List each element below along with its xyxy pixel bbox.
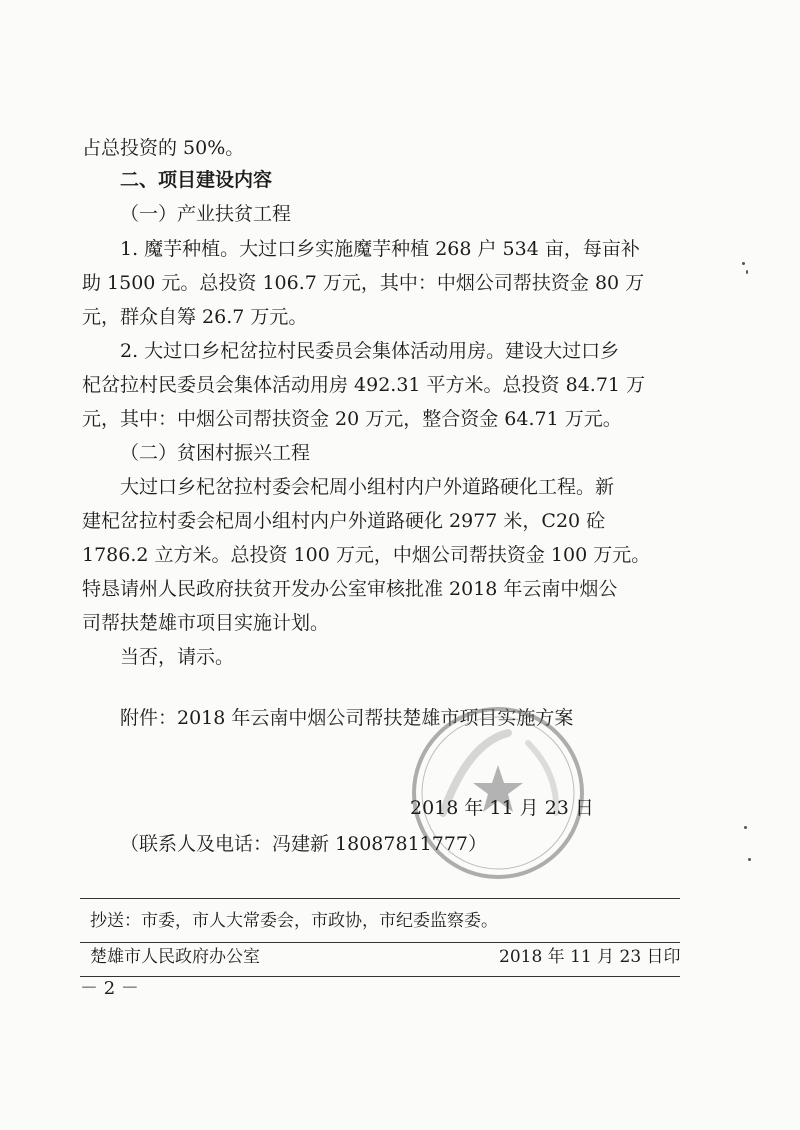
page-number: － 2 －	[80, 978, 139, 999]
official-seal	[408, 703, 588, 883]
section-heading: 二、项目建设内容	[120, 169, 273, 191]
paragraph-line: 元，其中：中烟公司帮扶资金 20 万元，整合资金 64.71 万元。	[82, 408, 622, 430]
paragraph-line: 2. 大过口乡杞岔拉村民委员会集体活动用房。建设大过口乡	[120, 340, 620, 362]
footer-divider	[80, 942, 680, 943]
paragraph-line: 建杞岔拉村委会杞周小组村内户外道路硬化 2977 米，C20 砼	[82, 510, 606, 532]
subsection-heading: （一）产业扶贫工程	[120, 203, 292, 225]
paragraph-line: 大过口乡杞岔拉村委会杞周小组村内户外道路硬化工程。新	[120, 476, 615, 498]
document-date: 2018 年 11 月 23 日	[410, 797, 594, 819]
print-date: 2018 年 11 月 23 日印	[499, 947, 681, 967]
paragraph-line: 1786.2 立方米。总投资 100 万元，中烟公司帮扶资金 100 万元。	[82, 544, 651, 566]
scan-speck	[748, 858, 751, 861]
paragraph-line: 占总投资的 50%。	[82, 137, 245, 159]
footer-divider	[80, 976, 680, 977]
scan-speck	[744, 826, 747, 829]
paragraph-line: 特恳请州人民政府扶贫开发办公室审核批准 2018 年云南中烟公	[82, 578, 618, 600]
closing-request: 当否，请示。	[120, 646, 235, 668]
scan-speck	[746, 270, 748, 274]
footer-divider	[80, 898, 680, 899]
paragraph-line: 元，群众自筹 26.7 万元。	[82, 306, 308, 328]
paragraph-line: 司帮扶楚雄市项目实施计划。	[82, 612, 330, 634]
paragraph-line: 杞岔拉村民委员会集体活动用房 492.31 平方米。总投资 84.71 万	[82, 374, 646, 396]
contact-line: （联系人及电话：冯建新 18087811777）	[120, 833, 488, 855]
cc-line: 抄送：市委，市人大常委会，市政协，市纪委监察委。	[90, 911, 498, 931]
subsection-heading: （二）贫困村振兴工程	[120, 442, 311, 464]
issuer-office: 楚雄市人民政府办公室	[90, 947, 260, 967]
scan-speck	[742, 262, 745, 265]
paragraph-line: 1. 魔芋种植。大过口乡实施魔芋种植 268 户 534 亩，每亩补	[120, 238, 640, 260]
attachment-line: 附件：2018 年云南中烟公司帮扶楚雄市项目实施方案	[120, 707, 574, 729]
paragraph-line: 助 1500 元。总投资 106.7 万元，其中：中烟公司帮扶资金 80 万	[82, 272, 645, 294]
